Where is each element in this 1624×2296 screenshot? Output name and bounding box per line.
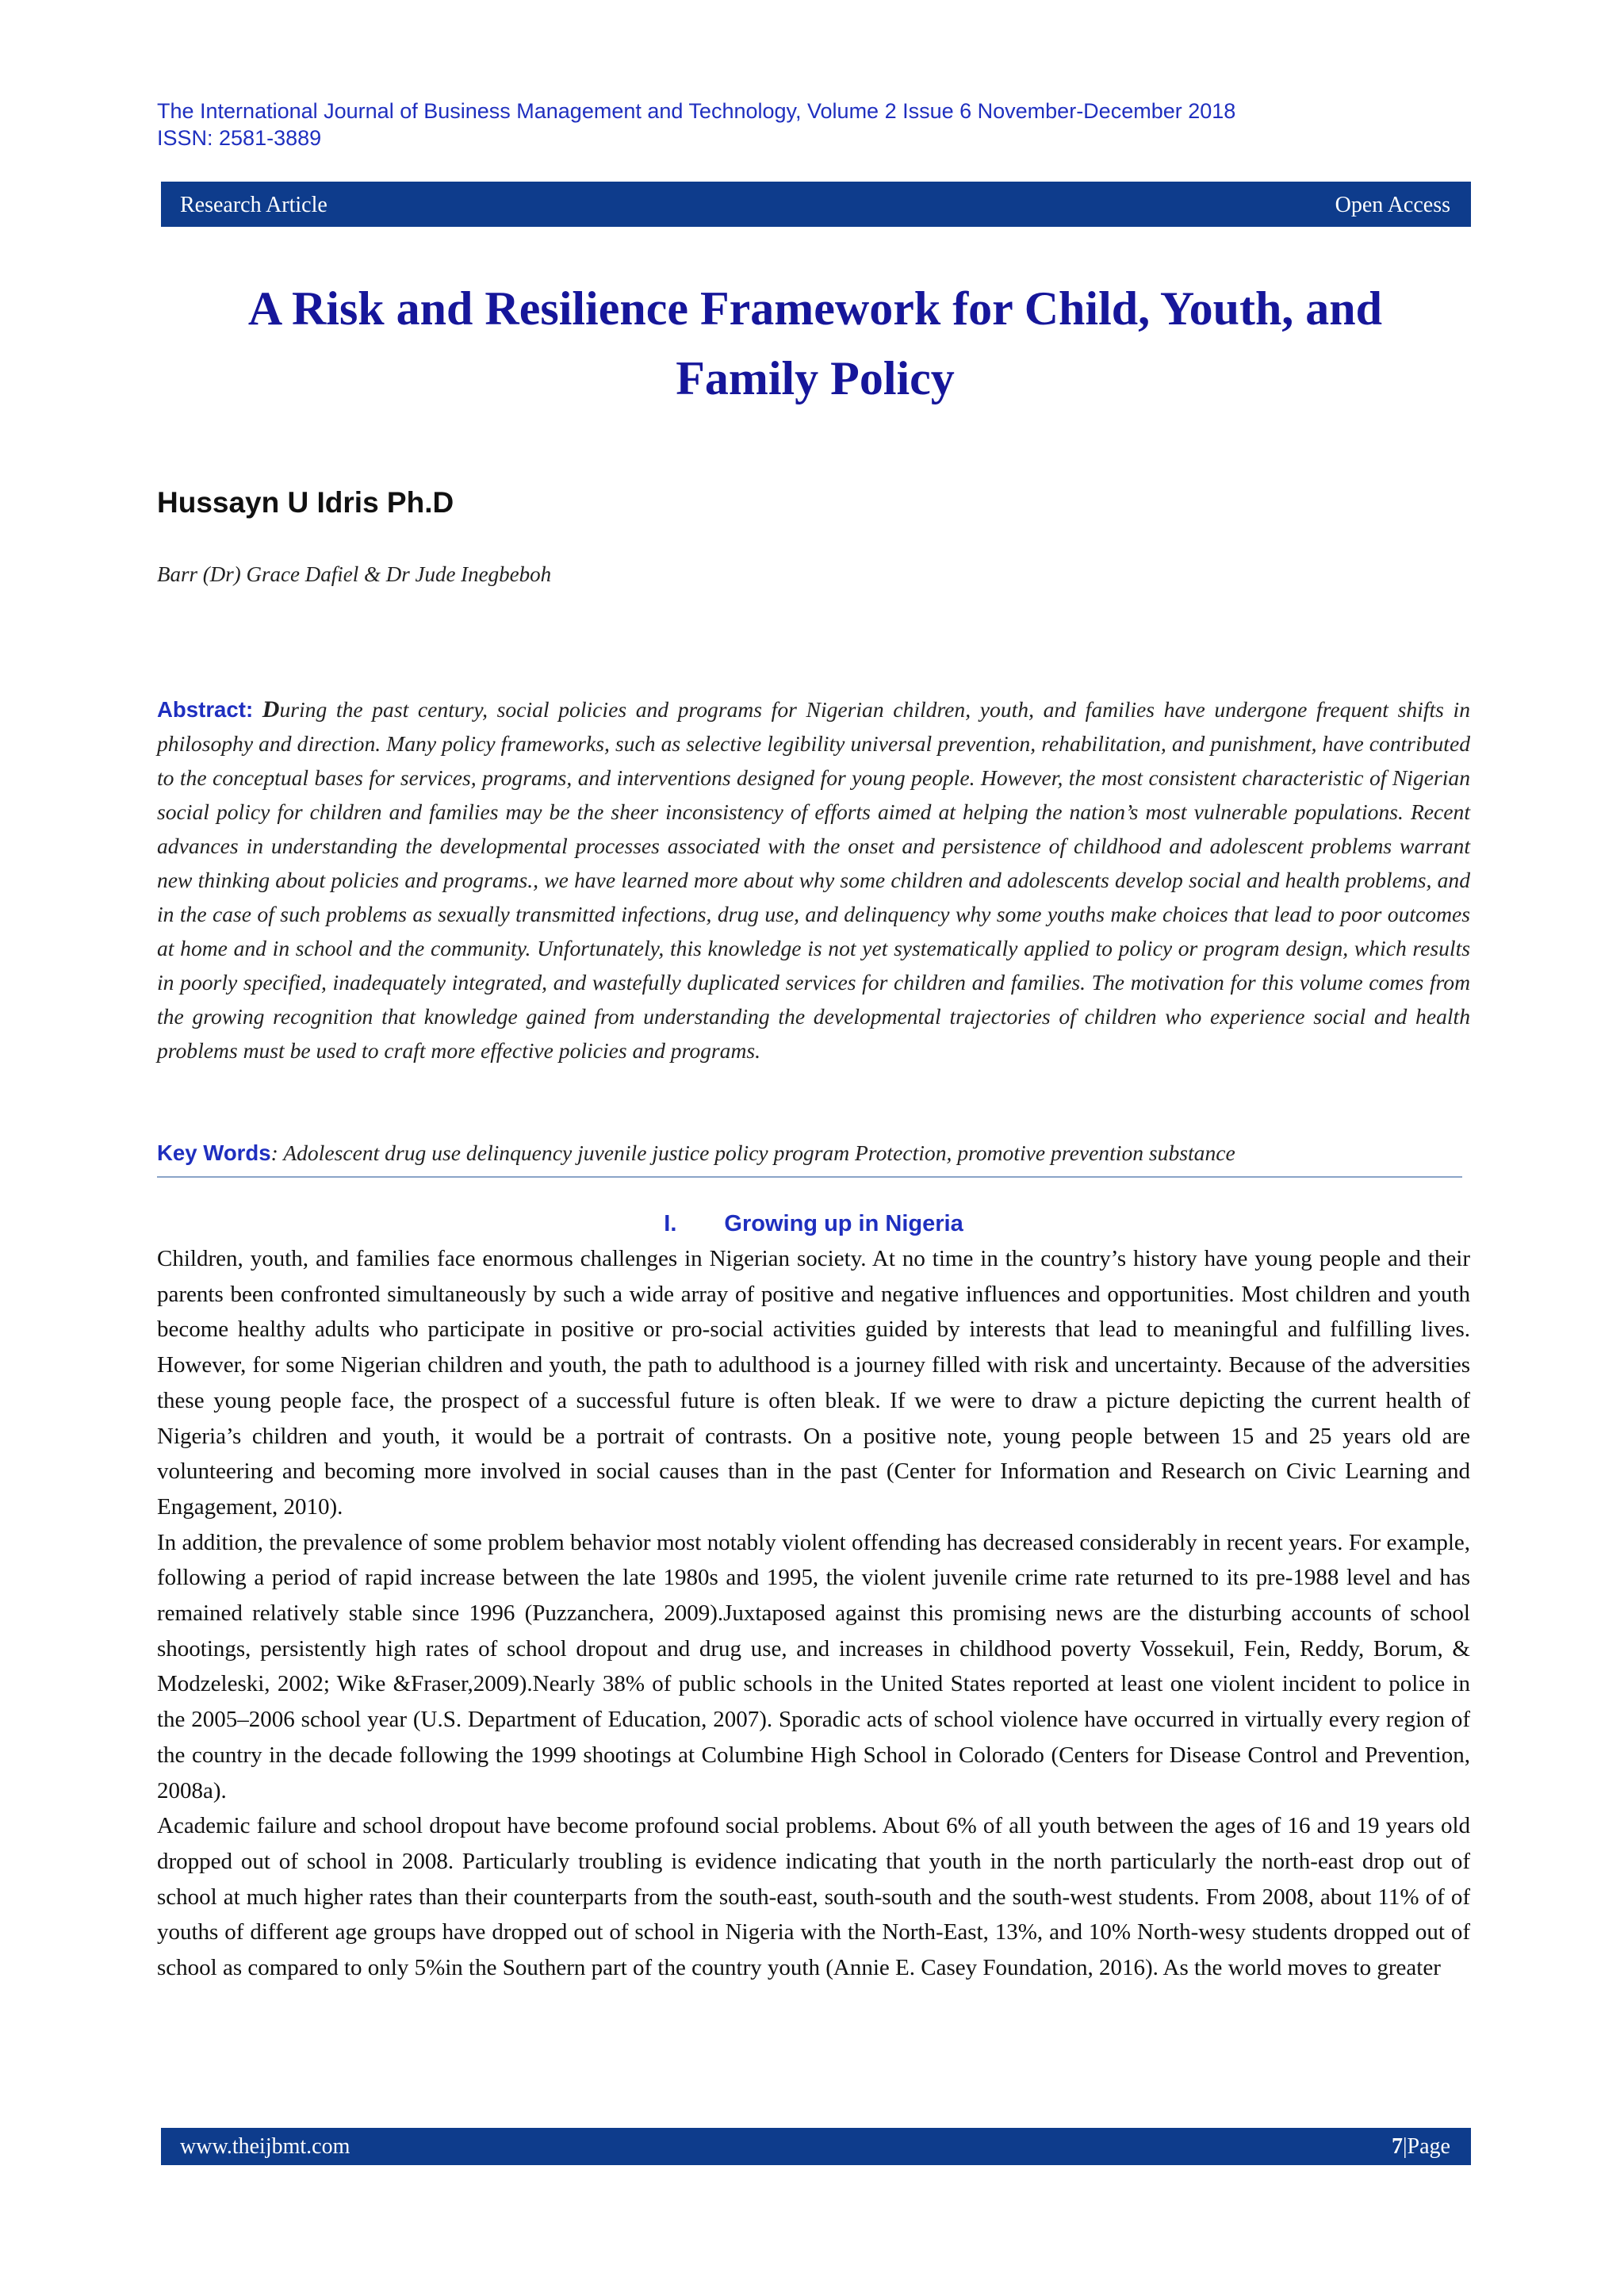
keywords: [157, 1139, 1462, 1167]
body-paragraph-1: Children, youth, and families face enormous challenges in Nigerian society. At no time in the country’s history have young people and their parents been confronted simultaneously by such a wide array of positive and negative influences and opportunities. Most children and youth become healthy adults who participate in positive or pro-social activities guided by interests that lead to meaningful and fulfilling lives. However, for some Nigerian children and youth, the path to adulthood is a journey filled with risk and uncertainty. Because of the adversities these young people face, the prospect of a successful future is often bleak. If we were to draw a picture depicting the current health of Nigeria’s children and youth, it would be a portrait of contrasts. On a positive note, young people between 15 and 25 years old are volunteering and becoming more involved in social causes than in the past (Center for Information and Research on Civic Learning and Engagement, 2010).: [157, 1246, 1470, 1520]
article-type-band: [161, 182, 1471, 227]
abstract-text: uring the past century, social policies and programs for Nigerian children, youth, and families have undergone frequent shifts in philosophy and direction. Many policy frameworks, such as selective legibility universal prevention, rehabilitation, and punishment, have contributed to the conceptual bases for services, programs, and interventions designed for young people. However, the most consistent characteristic of Nigerian social policy for children and families may be the sheer inconsistency of efforts aimed at helping the nation’s most vulnerable populations. Recent advances in understanding the developmental processes associated with the onset and persistence of childhood and adolescent problems warrant new thinking about policies and programs., we have learned more about why some children and adolescents develop social and health problems, and in the case of such problems as sexually transmitted infections, drug use, and delinquency why some youths make choices that lead to poor outcomes at home and in school and the community. Unfortunately, this knowledge is not yet systematically applied to policy or program design, which results in poorly specified, inadequately integrated, and wastefully duplicated services for children and families. The motivation for this volume comes from the growing recognition that knowledge gained from understanding the developmental trajectories of children who experience social and health problems must be used to craft more effective policies and programs.: [157, 697, 1471, 1063]
body-text: [157, 1241, 1470, 1986]
coauthor-names: Barr (Dr) Grace Dafiel & Dr Jude Inegbeboh: [157, 562, 552, 586]
section-number: I.: [664, 1211, 677, 1236]
page-number: 7: [1391, 2134, 1403, 2159]
abstract-drop-letter: D: [262, 696, 280, 723]
open-access-label: Open Access: [1335, 193, 1450, 217]
journal-title-line: The International Journal of Business Management and Technology, Volume 2 Issue 6 November-December 2018: [157, 99, 1236, 123]
article-type-label: Research Article: [180, 193, 327, 217]
author-name: Hussayn U Idris Ph.D: [157, 486, 454, 519]
abstract-label: Abstract:: [157, 697, 254, 722]
section-heading: [157, 1209, 1470, 1238]
keywords-text: : Adolescent drug use delinquency juvenile justice policy program Protection, promotive prevention substance: [270, 1140, 1235, 1165]
section-title: Growing up in Nigeria: [724, 1211, 963, 1236]
footer-website: www.theijbmt.com: [180, 2134, 350, 2159]
footer-band: [161, 2128, 1471, 2165]
paper-title-line-2: Family Policy: [676, 352, 955, 404]
body-paragraph-3: Academic failure and school dropout have become profound social problems. About 6% of all youth between the ages of 16 and 19 years old dropped out of school in 2008. Particularly troubling is evidence indicating that youth in the north particularly the north-east drop out of school at much higher rates than their counterparts from the south-east, south-south and the south-west students. From 2008, about 11% of of youths of different age groups have dropped out of school in Nigeria with the North-East, 13%, and 10% North-wesy students dropped out of school as compared to only 5%in the Southern part of the country youth (Annie E. Casey Foundation, 2016). As the world moves to greater: [157, 1813, 1470, 1981]
footer-page: [1392, 2134, 1450, 2160]
journal-issn: ISSN: 2581-3889: [157, 126, 322, 150]
page-label: |Page: [1402, 2134, 1450, 2159]
keywords-divider: [157, 1176, 1462, 1178]
body-paragraph-2: In addition, the prevalence of some problem behavior most notably violent offending has decreased considerably in recent years. For example, following a period of rapid increase between the late 1980s and 1995, the violent juvenile crime rate returned to its pre-1988 level and has remained relatively stable since 1996 (Puzzanchera, 2009).Juxtaposed against this promising news are the disturbing accounts of school shootings, persistently high rates of school dropout and drug use, and increases in childhood poverty Vossekuil, Fein, Reddy, Borum, & Modzeleski, 2002; Wike &Fraser,2009).Nearly 38% of public schools in the United States reported at least one violent incident to police in the 2005–2006 school year (U.S. Department of Education, 2007). Sporadic acts of school violence have occurred in virtually every region of the country in the decade following the 1999 shootings at Columbine High School in Colorado (Centers for Disease Control and Prevention, 2008a).: [157, 1529, 1470, 1803]
paper-title: [157, 274, 1473, 413]
abstract: [157, 692, 1470, 1068]
paper-title-line-1: A Risk and Resilience Framework for Child, Youth, and: [247, 282, 1383, 335]
keywords-label: Key Words: [157, 1140, 271, 1165]
